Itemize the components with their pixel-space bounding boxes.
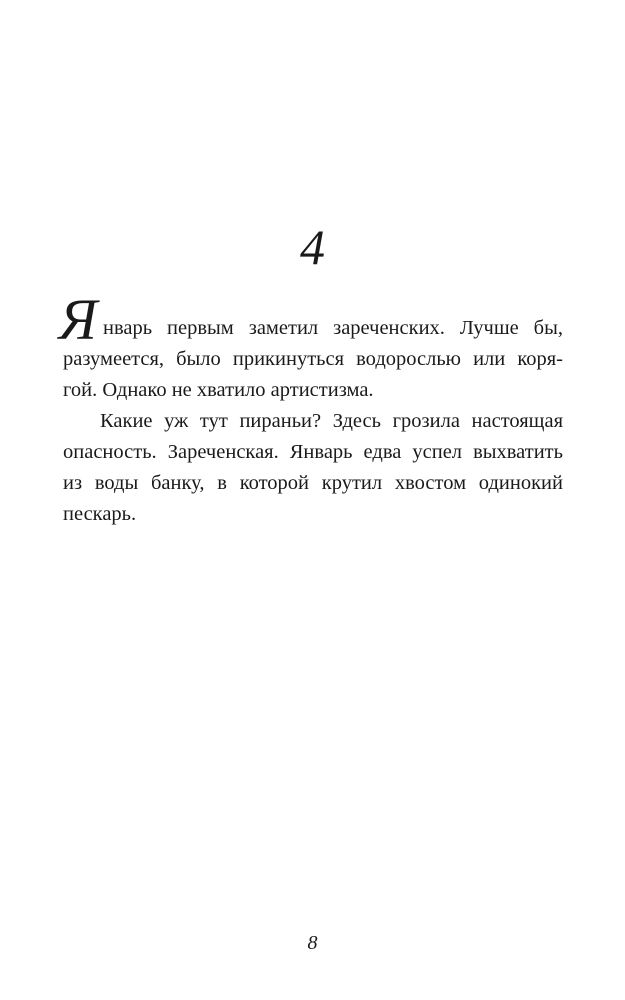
text-line: опасность. Зареченская. Январь едва успел выхватить [63, 441, 563, 463]
drop-cap: Я [59, 287, 98, 352]
text-line: разумеется, было прикинуться водорослью или коря- [63, 348, 563, 370]
text-line: из воды банку, в которой крутил хвостом одинокий [63, 472, 563, 494]
text-line: гой. Однако не хватило артистизма. [63, 379, 374, 401]
line-text: нварь первым заметил зареченских. Лучше бы, [103, 317, 563, 339]
chapter-number: 4 [300, 219, 325, 275]
page-number: 8 [307, 932, 318, 954]
paragraph [59, 287, 563, 406]
text-line: Какие уж тут пираньи? Здесь грозила настоящая [100, 410, 563, 432]
text-line [59, 287, 563, 352]
text-line: пескарь. [63, 503, 137, 525]
body-text [59, 287, 563, 530]
paragraph [63, 406, 563, 530]
